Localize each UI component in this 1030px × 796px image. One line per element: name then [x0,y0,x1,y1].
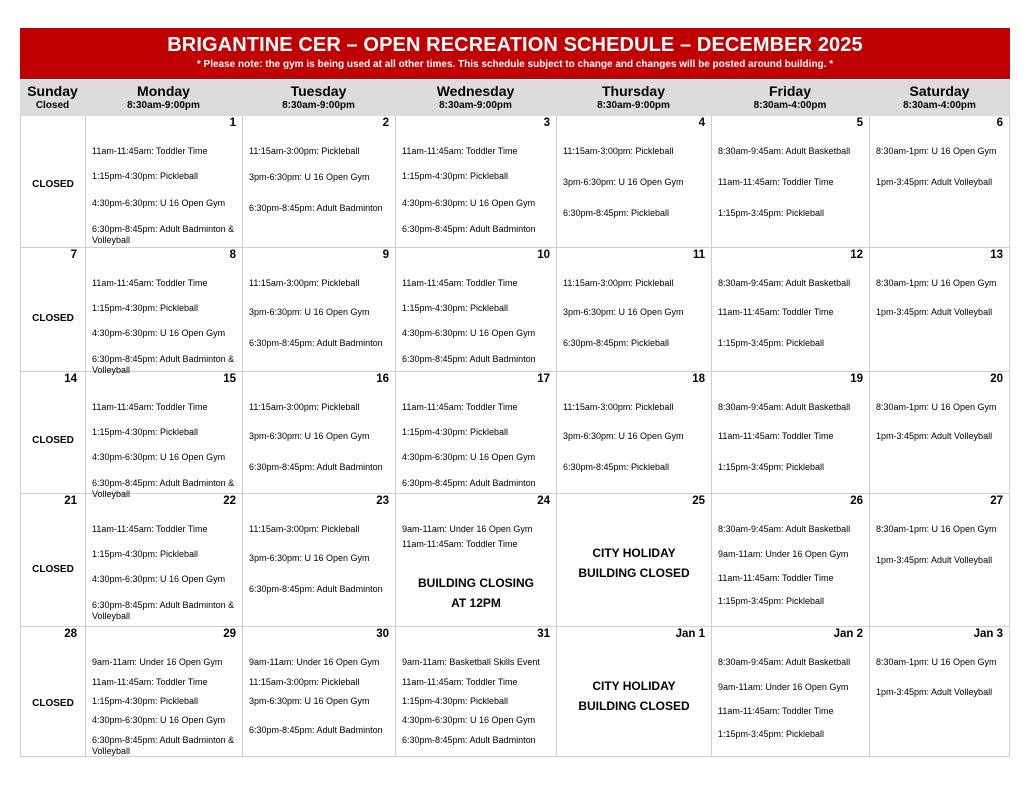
date-number: 15 [223,373,236,385]
date-number: 11 [692,249,705,261]
date-number: 3 [543,117,550,129]
event-entry: 11:15am-3:00pm: Pickleball [563,146,674,156]
event-entry: 8:30am-1pm: U 16 Open Gym [876,657,997,667]
event-entry: 8:30am-9:45am: Adult Basketball [718,278,851,288]
date-number: 31 [537,628,550,640]
holiday-notice: CITY HOLIDAY [592,679,676,693]
event-entry: 6:30pm-8:45pm: Adult Badminton [402,224,536,234]
event-entry: 8:30am-9:45am: Adult Basketball [718,657,851,667]
event-entry: 1:15pm-4:30pm: Pickleball [92,303,199,313]
day-header-tuesday [242,80,395,116]
week-row [20,248,1010,375]
event-entry: 8:30am-9:45am: Adult Basketball [718,402,851,412]
event-entry: 1:15pm-3:45pm: Pickleball [718,338,825,348]
event-entry: 6:30pm-8:45pm: Adult Badminton [249,338,383,348]
event-entry: 6:30pm-8:45pm: Adult Badminton & Volleyball [92,224,235,245]
date-number: 18 [692,373,705,385]
event-entry: 6:30pm-8:45pm: Adult Badminton [249,203,383,213]
date-number: 5 [856,117,863,129]
day-cell [869,248,1010,371]
event-entry: 11am-11:45am: Toddler Time [92,278,208,288]
day-name: Wednesday [436,83,515,99]
day-cell [395,627,556,756]
closed-label: CLOSED [32,698,74,709]
page-title: BRIGANTINE CER – OPEN RECREATION SCHEDULE – DECEMBER 2025 [167,34,863,56]
day-name: Monday [137,83,190,99]
day-name: Sunday [27,83,78,99]
day-header-row [20,80,1010,116]
event-entry: 4:30pm-6:30pm: U 16 Open Gym [92,574,226,584]
day-cell [242,116,395,247]
day-cell [869,494,1010,626]
day-hours: Closed [35,100,70,111]
date-number: 19 [850,373,863,385]
event-entry: 4:30pm-6:30pm: U 16 Open Gym [402,198,536,208]
event-entry: 3pm-6:30pm: U 16 Open Gym [563,307,684,317]
day-cell [85,627,242,756]
date-number: 14 [64,373,77,385]
event-entry: 8:30am-9:45am: Adult Basketball [718,146,851,156]
day-cell [556,494,711,626]
day-cell [395,372,556,493]
event-entry: 6:30pm-8:45pm: Adult Badminton [402,478,536,488]
event-entry: 11am-11:45am: Toddler Time [402,402,518,412]
event-entry: 11am-11:45am: Toddler Time [92,146,208,156]
event-entry: 4:30pm-6:30pm: U 16 Open Gym [402,328,536,338]
day-cell [711,116,869,247]
event-entry: 1pm-3:45pm: Adult Volleyball [876,687,993,697]
day-header-wednesday [395,80,556,116]
day-cell [556,627,711,756]
event-entry: 1:15pm-4:30pm: Pickleball [92,549,199,559]
event-entry: 6:30pm-8:45pm: Adult Badminton [402,354,536,364]
day-header-saturday [869,80,1010,116]
event-entry: 1:15pm-3:45pm: Pickleball [718,462,825,472]
event-entry: 11am-11:45am: Toddler Time [718,177,834,187]
day-cell [711,248,869,371]
date-number: 16 [376,373,389,385]
date-number: 27 [990,495,1003,507]
event-entry: 9am-11am: Under 16 Open Gym [402,524,533,534]
day-hours: 8:30am-9:00pm [439,100,512,111]
schedule-banner [20,28,1010,79]
event-entry: 4:30pm-6:30pm: U 16 Open Gym [402,715,536,725]
holiday-notice: BUILDING CLOSED [578,566,690,580]
day-cell [711,494,869,626]
day-cell [20,627,85,756]
date-number: 2 [382,117,389,129]
week-row [20,494,1010,627]
event-entry: 4:30pm-6:30pm: U 16 Open Gym [92,328,226,338]
date-number: 7 [70,249,77,261]
event-entry: 9am-11am: Under 16 Open Gym [249,657,380,667]
event-entry: 3pm-6:30pm: U 16 Open Gym [249,172,370,182]
day-hours: 8:30am-9:00pm [282,100,355,111]
event-entry: 11am-11:45am: Toddler Time [718,307,834,317]
day-name: Thursday [601,83,665,99]
day-cell [711,372,869,493]
day-cell [556,248,711,371]
event-entry: 6:30pm-8:45pm: Pickleball [563,462,670,472]
event-entry: 9am-11am: Basketball Skills Event [402,657,540,667]
date-number: Jan 2 [833,628,863,640]
day-cell [20,116,85,247]
date-number: 26 [850,495,863,507]
event-entry: 1:15pm-3:45pm: Pickleball [718,208,825,218]
day-cell [711,627,869,756]
event-entry: 1:15pm-4:30pm: Pickleball [402,303,509,313]
event-entry: 6:30pm-8:45pm: Adult Badminton [249,462,383,472]
event-entry: 1pm-3:45pm: Adult Volleyball [876,177,993,187]
holiday-notice: CITY HOLIDAY [592,546,676,560]
event-entry: 11am-11:45am: Toddler Time [718,706,834,716]
day-cell [395,116,556,247]
event-entry: 1:15pm-4:30pm: Pickleball [92,171,199,181]
day-header-monday [85,80,242,116]
event-entry: 4:30pm-6:30pm: U 16 Open Gym [402,452,536,462]
event-entry: 3pm-6:30pm: U 16 Open Gym [563,431,684,441]
event-entry: 4:30pm-6:30pm: U 16 Open Gym [92,715,226,725]
event-entry: 11am-11:45am: Toddler Time [718,431,834,441]
day-header-sunday [20,80,85,116]
date-number: 12 [850,249,863,261]
date-number: 28 [64,628,77,640]
holiday-notice: AT 12PM [451,596,501,610]
day-hours: 8:30am-9:00pm [597,100,670,111]
day-cell [20,248,85,371]
date-number: 21 [64,495,77,507]
day-cell [242,627,395,756]
event-entry: 11am-11:45am: Toddler Time [718,573,834,583]
event-entry: 11:15am-3:00pm: Pickleball [249,677,360,687]
event-entry: 3pm-6:30pm: U 16 Open Gym [563,177,684,187]
holiday-notice: BUILDING CLOSED [578,699,690,713]
event-entry: 3pm-6:30pm: U 16 Open Gym [249,431,370,441]
week-row [20,116,1010,248]
day-cell [85,372,242,499]
date-number: 8 [229,249,236,261]
event-entry: 1:15pm-4:30pm: Pickleball [402,696,509,706]
event-entry: 1pm-3:45pm: Adult Volleyball [876,555,993,565]
event-entry: 6:30pm-8:45pm: Adult Badminton [249,725,383,735]
event-entry: 6:30pm-8:45pm: Adult Badminton [249,584,383,594]
event-entry: 9am-11am: Under 16 Open Gym [718,549,849,559]
event-entry: 1:15pm-3:45pm: Pickleball [718,729,825,739]
date-number: 20 [990,373,1003,385]
day-cell [242,372,395,493]
day-cell [85,248,242,375]
schedule-note: * Please note: the gym is being used at all other times. This schedule subject to change and changes will be posted around building. * [196,59,834,70]
event-entry: 11:15am-3:00pm: Pickleball [249,524,360,534]
event-entry: 11am-11:45am: Toddler Time [402,278,518,288]
event-entry: 1:15pm-3:45pm: Pickleball [718,596,825,606]
event-entry: 3pm-6:30pm: U 16 Open Gym [249,307,370,317]
week-row [20,627,1010,757]
event-entry: 11:15am-3:00pm: Pickleball [249,402,360,412]
date-number: 4 [698,117,705,129]
week-row [20,372,1010,499]
event-entry: 11am-11:45am: Toddler Time [92,524,208,534]
event-entry: 6:30pm-8:45pm: Adult Badminton & Volleyball [92,600,235,621]
date-number: 6 [996,117,1003,129]
date-number: 13 [990,249,1003,261]
day-cell [20,372,85,493]
event-entry: 9am-11am: Under 16 Open Gym [718,682,849,692]
event-entry: 11:15am-3:00pm: Pickleball [249,278,360,288]
day-cell [556,372,711,493]
event-entry: 1pm-3:45pm: Adult Volleyball [876,431,993,441]
event-entry: 8:30am-1pm: U 16 Open Gym [876,402,997,412]
event-entry: 8:30am-1pm: U 16 Open Gym [876,524,997,534]
event-entry: 6:30pm-8:45pm: Pickleball [563,338,670,348]
day-cell [869,372,1010,493]
holiday-notice: BUILDING CLOSING [418,576,534,590]
event-entry: 6:30pm-8:45pm: Adult Badminton & Volleyball [92,478,235,499]
event-entry: 1:15pm-4:30pm: Pickleball [402,171,509,181]
date-number: Jan 3 [973,628,1003,640]
day-cell [242,494,395,626]
day-hours: 8:30am-4:00pm [903,100,976,111]
date-number: Jan 1 [675,628,705,640]
event-entry: 1pm-3:45pm: Adult Volleyball [876,307,993,317]
closed-label: CLOSED [32,179,74,190]
day-name: Tuesday [290,83,347,99]
day-cell [869,116,1010,247]
event-entry: 1:15pm-4:30pm: Pickleball [92,427,199,437]
event-entry: 11am-11:45am: Toddler Time [402,677,518,687]
event-entry: 11am-11:45am: Toddler Time [402,146,518,156]
event-entry: 6:30pm-8:45pm: Adult Badminton & Volleyball [92,354,235,375]
date-number: 30 [376,628,389,640]
day-name: Friday [768,83,811,99]
event-entry: 8:30am-9:45am: Adult Basketball [718,524,851,534]
event-entry: 6:30pm-8:45pm: Adult Badminton [402,735,536,745]
date-number: 22 [223,495,236,507]
day-cell [869,627,1010,756]
day-hours: 8:30am-4:00pm [753,100,827,111]
date-number: 9 [382,249,389,261]
day-cell [395,248,556,371]
day-header-thursday [556,80,711,116]
day-cell [395,494,556,626]
event-entry: 3pm-6:30pm: U 16 Open Gym [249,553,370,563]
event-entry: 8:30am-1pm: U 16 Open Gym [876,146,997,156]
event-entry: 11am-11:45am: Toddler Time [402,539,518,549]
event-entry: 6:30pm-8:45pm: Pickleball [563,208,670,218]
closed-label: CLOSED [32,435,74,446]
event-entry: 11am-11:45am: Toddler Time [92,402,208,412]
day-cell [20,494,85,626]
event-entry: 1:15pm-4:30pm: Pickleball [92,696,199,706]
day-cell [242,248,395,371]
day-cell [556,116,711,247]
event-entry: 4:30pm-6:30pm: U 16 Open Gym [92,198,226,208]
date-number: 17 [537,373,550,385]
event-entry: 1:15pm-4:30pm: Pickleball [402,427,509,437]
event-entry: 9am-11am: Under 16 Open Gym [92,657,223,667]
calendar-grid [20,116,1010,757]
event-entry: 8:30am-1pm: U 16 Open Gym [876,278,997,288]
day-cell [85,494,242,626]
day-hours: 8:30am-9:00pm [127,100,200,111]
date-number: 29 [223,628,236,640]
date-number: 1 [229,117,236,129]
date-number: 10 [537,249,550,261]
closed-label: CLOSED [32,564,74,575]
date-number: 25 [692,495,705,507]
event-entry: 11:15am-3:00pm: Pickleball [249,146,360,156]
event-entry: 4:30pm-6:30pm: U 16 Open Gym [92,452,226,462]
day-header-friday [711,80,869,116]
date-number: 23 [376,495,389,507]
event-entry: 11am-11:45am: Toddler Time [92,677,208,687]
date-number: 24 [537,495,550,507]
closed-label: CLOSED [32,313,74,324]
event-entry: 11:15am-3:00pm: Pickleball [563,402,674,412]
day-name: Saturday [909,83,970,99]
event-entry: 11:15am-3:00pm: Pickleball [563,278,674,288]
day-cell [85,116,242,247]
event-entry: 3pm-6:30pm: U 16 Open Gym [249,696,370,706]
event-entry: 6:30pm-8:45pm: Adult Badminton & Volleyball [92,735,235,756]
